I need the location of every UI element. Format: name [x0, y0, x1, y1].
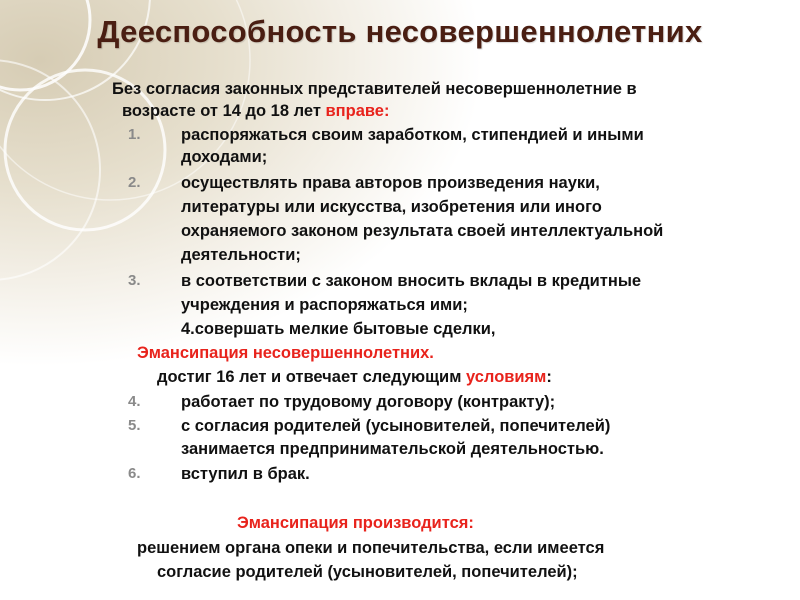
list-item-line: в соответствии с законом вносить вклады в кредитные [181, 272, 642, 290]
list-item-line: охраняемого законом результата своей интеллектуальной [181, 222, 664, 240]
emancipation-procedure-heading: Эмансипация производится: [237, 514, 474, 532]
intro-line-2 [122, 100, 389, 122]
list-item-line: осуществлять права авторов произведения науки, [181, 174, 600, 192]
intro-line-1: Без согласия законных представителей несовершеннолетние в [112, 80, 637, 98]
list-item-line: работает по трудовому договору (контракту); [181, 393, 556, 411]
list-number: 3. [128, 272, 141, 289]
procedure-line-1: решением органа опеки и попечительства, если имеется [137, 539, 605, 557]
condition-suffix: : [546, 368, 552, 386]
emancipation-heading: Эмансипация несовершеннолетних. [137, 344, 434, 362]
list-item-line: деятельности; [181, 246, 301, 264]
list-item-line: занимается предпринимательской деятельностью. [181, 440, 604, 458]
list-item-line: распоряжаться своим заработком, стипендией и иными [181, 126, 644, 144]
condition-highlight: условиям [465, 368, 547, 386]
procedure-line-2: согласие родителей (усыновителей, попечителей); [157, 563, 578, 581]
intro-line-2-text: возрасте от 14 до 18 лет [122, 102, 326, 120]
list-item-line: вступил в брак. [181, 465, 310, 483]
list-item-line: доходами; [181, 148, 268, 166]
slide-title: Дееспособность несовершеннолетних [97, 14, 703, 49]
list-number: 1. [128, 126, 141, 143]
list-item-line: с согласия родителей (усыновителей, попечителей) [181, 417, 611, 435]
intro-highlight: вправе: [325, 102, 390, 120]
list-item-line: литературы или искусства, изобретения или иного [181, 198, 602, 216]
list-number: 2. [128, 174, 141, 191]
condition-text: достиг 16 лет и отвечает следующим [157, 368, 466, 386]
list-number: 5. [128, 417, 141, 434]
list-number: 6. [128, 465, 141, 482]
condition-line [157, 366, 552, 388]
list-item-line: учреждения и распоряжаться ими; [181, 296, 468, 314]
list-number: 4. [128, 393, 141, 410]
list-item-4: 4.совершать мелкие бытовые сделки, [181, 320, 496, 338]
